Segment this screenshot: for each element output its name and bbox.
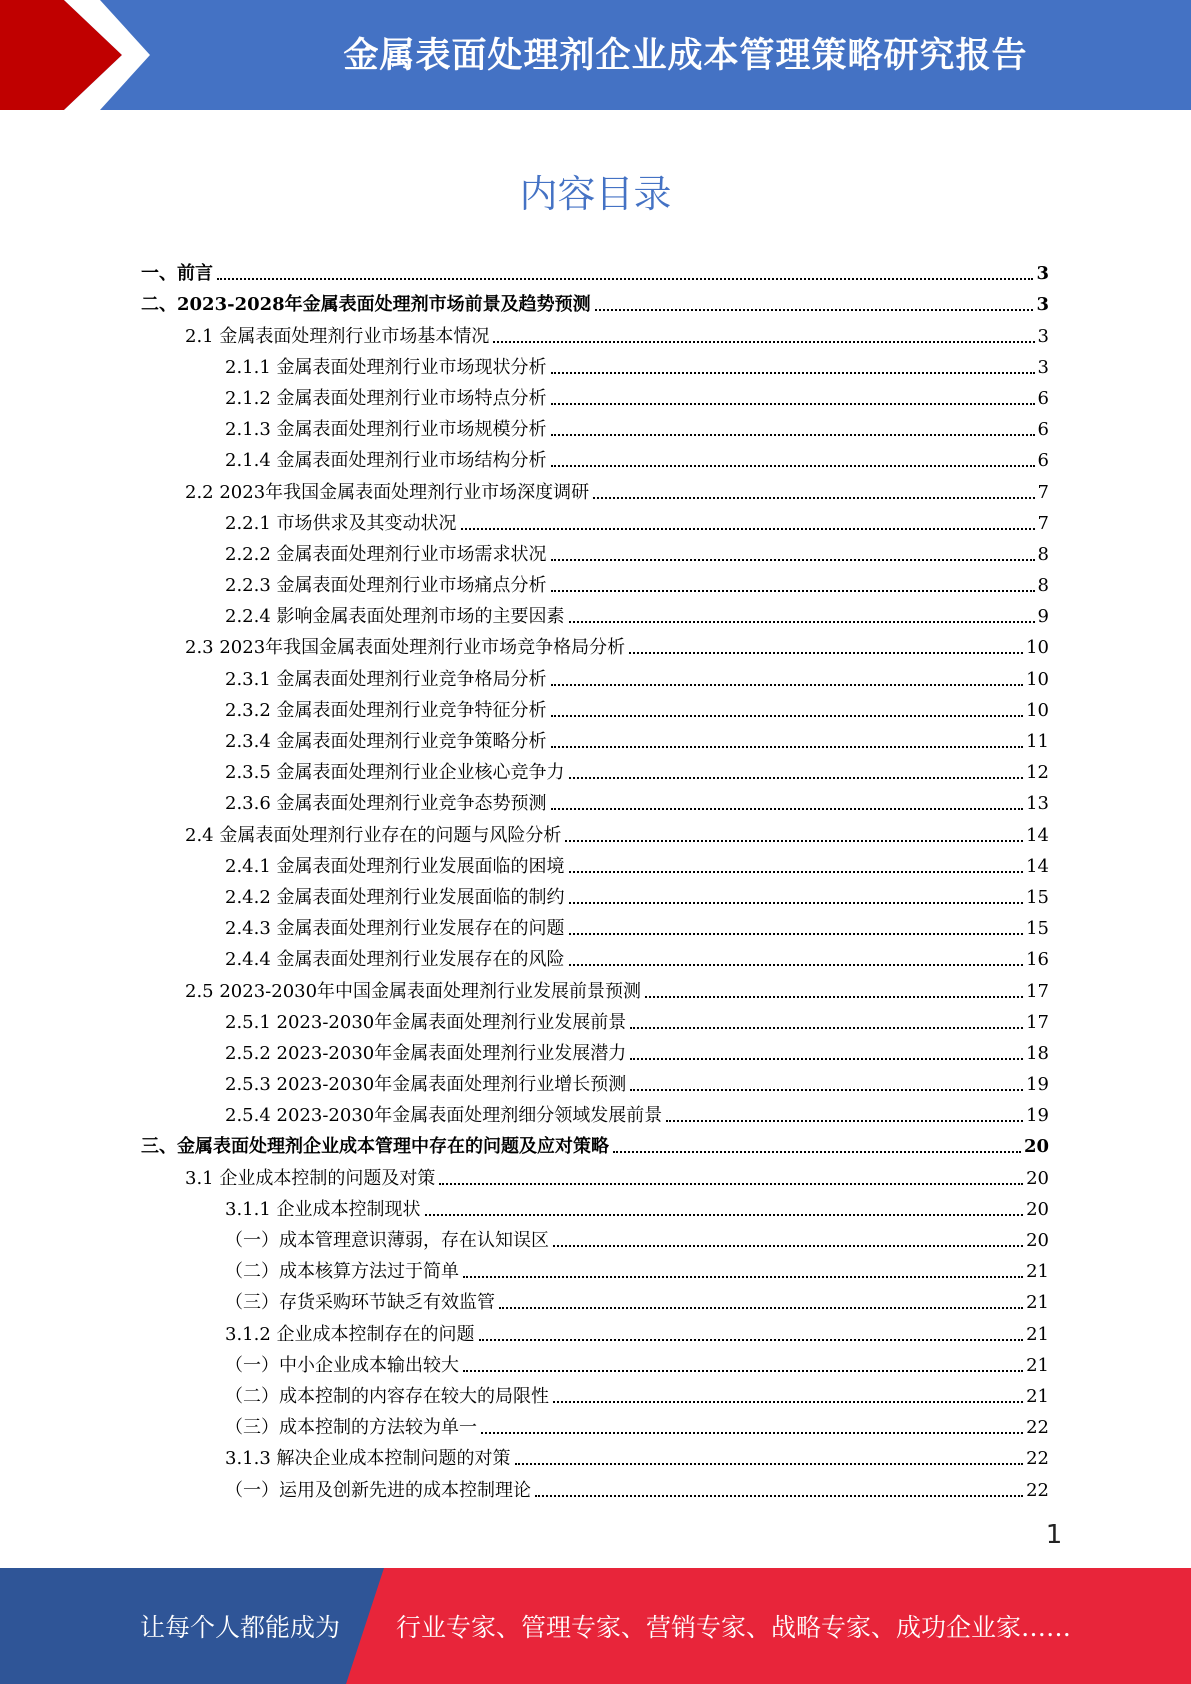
toc-dot-leader (463, 1276, 1023, 1278)
toc-dot-leader (593, 497, 1034, 499)
toc-entry[interactable] (141, 1251, 1049, 1282)
toc-entry-page: 21 (1026, 1261, 1049, 1283)
toc-dot-leader (551, 403, 1035, 405)
toc-entry-page: 22 (1026, 1417, 1049, 1439)
toc-entry-page: 10 (1026, 699, 1049, 721)
toc-dot-leader (630, 1027, 1023, 1029)
toc-entry-title: 2.3 2023年我国金属表面处理剂行业市场竞争格局分析 (185, 637, 626, 659)
toc-entry[interactable] (141, 1376, 1049, 1407)
toc-entry-page: 8 (1037, 543, 1049, 565)
footer-slogan-left: 让每个人都能成为 (140, 1613, 341, 1642)
toc-dot-leader (630, 1089, 1023, 1091)
toc-dot-leader (569, 871, 1024, 873)
toc-entry-page: 14 (1026, 855, 1049, 877)
toc-entry-page: 7 (1037, 481, 1049, 503)
toc-entry[interactable] (141, 1189, 1049, 1220)
toc-entry-page: 20 (1026, 1167, 1049, 1189)
toc-entry[interactable] (141, 284, 1049, 315)
toc-entry[interactable] (141, 471, 1049, 502)
toc-entry[interactable] (141, 1157, 1049, 1188)
toc-entry-title: 3.1.1 企业成本控制现状 (225, 1198, 421, 1220)
toc-entry-title: 2.4.1 金属表面处理剂行业发展面临的困境 (225, 855, 565, 877)
toc-dot-leader (439, 1183, 1023, 1185)
toc-dot-leader (569, 621, 1035, 623)
toc-entry[interactable] (141, 596, 1049, 627)
toc-dot-leader (479, 1339, 1024, 1341)
toc-dot-leader (481, 1432, 1023, 1434)
toc-dot-leader (425, 1214, 1024, 1216)
toc-entry-page: 20 (1023, 1136, 1049, 1158)
toc-entry-title: 2.2.4 影响金属表面处理剂市场的主要因素 (225, 606, 565, 628)
toc-entry-title: 2.3.6 金属表面处理剂行业竞争态势预测 (225, 793, 547, 815)
toc-entry-title: 2.4.2 金属表面处理剂行业发展面临的制约 (225, 886, 565, 908)
toc-entry[interactable] (141, 440, 1049, 471)
table-of-contents (141, 253, 1049, 1501)
toc-dot-leader (569, 902, 1024, 904)
toc-dot-leader (535, 1495, 1023, 1497)
toc-entry-page: 6 (1037, 387, 1049, 409)
header-banner (0, 0, 1191, 110)
toc-entry[interactable] (141, 347, 1049, 378)
toc-dot-leader (595, 309, 1034, 311)
toc-entry-title: 3.1.3 解决企业成本控制问题的对策 (225, 1448, 511, 1470)
toc-entry-page: 21 (1026, 1323, 1049, 1345)
toc-entry-page: 6 (1037, 419, 1049, 441)
toc-entry-title: 2.1.3 金属表面处理剂行业市场规模分析 (225, 419, 547, 441)
toc-entry-page: 14 (1026, 824, 1049, 846)
toc-entry-title: 2.3.2 金属表面处理剂行业竞争特征分析 (225, 699, 547, 721)
toc-entry-title: 2.5.1 2023-2030年金属表面处理剂行业发展前景 (225, 1011, 627, 1033)
toc-entry-title: （一）成本管理意识薄弱，存在认知误区 (225, 1230, 549, 1251)
toc-entry-title: 三、金属表面处理剂企业成本管理中存在的问题及应对策略 (141, 1136, 609, 1158)
toc-entry-title: 2.1.4 金属表面处理剂行业市场结构分析 (225, 450, 547, 472)
toc-entry-page: 10 (1026, 637, 1049, 659)
toc-entry[interactable] (141, 658, 1049, 689)
toc-entry-page: 3 (1036, 294, 1049, 316)
toc-dot-leader (551, 465, 1035, 467)
toc-dot-leader (645, 996, 1023, 998)
toc-entry-title: 2.5 2023-2030年中国金属表面处理剂行业发展前景预测 (185, 980, 642, 1002)
toc-entry-page: 3 (1036, 263, 1049, 285)
toc-entry[interactable] (141, 1469, 1049, 1500)
toc-entry-title: 2.5.3 2023-2030年金属表面处理剂行业增长预测 (225, 1074, 627, 1096)
toc-entry[interactable] (141, 565, 1049, 596)
toc-entry[interactable] (141, 1282, 1049, 1313)
toc-entry[interactable] (141, 534, 1049, 565)
toc-heading: 内容目录 (519, 172, 672, 216)
toc-entry[interactable] (141, 783, 1049, 814)
toc-entry-page: 22 (1026, 1448, 1049, 1470)
toc-entry-title: 2.5.2 2023-2030年金属表面处理剂行业发展潜力 (225, 1042, 627, 1064)
toc-entry[interactable] (141, 409, 1049, 440)
toc-entry-title: 2.1 金属表面处理剂行业市场基本情况 (185, 325, 490, 347)
toc-entry[interactable] (141, 908, 1049, 939)
toc-entry-page: 20 (1026, 1198, 1049, 1220)
toc-entry[interactable] (141, 503, 1049, 534)
toc-entry[interactable] (141, 1033, 1049, 1064)
toc-entry-title: 2.1.1 金属表面处理剂行业市场现状分析 (225, 356, 547, 378)
toc-entry-title: 2.3.1 金属表面处理剂行业竞争格局分析 (225, 668, 547, 690)
toc-entry[interactable] (141, 1126, 1049, 1157)
toc-dot-leader (217, 278, 1033, 280)
toc-dot-leader (551, 808, 1024, 810)
toc-dot-leader (613, 1151, 1021, 1153)
toc-entry-page: 15 (1026, 918, 1049, 940)
toc-entry[interactable] (141, 939, 1049, 970)
toc-dot-leader (551, 590, 1035, 592)
toc-entry-title: 一、前言 (141, 263, 213, 285)
toc-entry[interactable] (141, 627, 1049, 658)
toc-entry-page: 22 (1026, 1479, 1049, 1501)
toc-entry-title: 2.4.3 金属表面处理剂行业发展存在的问题 (225, 918, 565, 940)
toc-entry[interactable] (141, 1407, 1049, 1438)
toc-entry-page: 13 (1026, 793, 1049, 815)
toc-entry-title: 2.2.3 金属表面处理剂行业市场痛点分析 (225, 575, 547, 597)
toc-dot-leader (551, 746, 1024, 748)
toc-dot-leader (551, 559, 1035, 561)
toc-entry-title: （三）成本控制的方法较为单一 (225, 1417, 477, 1439)
toc-entry[interactable] (141, 877, 1049, 908)
toc-entry[interactable] (141, 970, 1049, 1001)
toc-entry[interactable] (141, 846, 1049, 877)
toc-dot-leader (565, 840, 1023, 842)
toc-entry[interactable] (141, 1220, 1049, 1251)
footer-banner (0, 1568, 1191, 1684)
report-title: 金属表面处理剂企业成本管理策略研究报告 (343, 36, 1028, 76)
toc-dot-leader (493, 341, 1034, 343)
toc-entry[interactable] (141, 752, 1049, 783)
toc-dot-leader (629, 652, 1023, 654)
toc-entry[interactable] (141, 1002, 1049, 1033)
toc-entry-page: 19 (1026, 1105, 1049, 1127)
footer-slogan-right: 行业专家、管理专家、营销专家、战略专家、成功企业家…… (396, 1613, 1072, 1642)
toc-entry-title: 2.4.4 金属表面处理剂行业发展存在的风险 (225, 949, 565, 971)
toc-dot-leader (551, 372, 1035, 374)
toc-entry-title: （一）中小企业成本输出较大 (225, 1354, 459, 1376)
toc-entry-title: 2.2.1 市场供求及其变动状况 (225, 512, 457, 534)
toc-entry[interactable] (141, 1345, 1049, 1376)
toc-dot-leader (515, 1463, 1024, 1465)
toc-entry[interactable] (141, 315, 1049, 346)
toc-entry-title: 2.2 2023年我国金属表面处理剂行业市场深度调研 (185, 481, 590, 503)
toc-entry-title: （二）成本控制的内容存在较大的局限性 (225, 1385, 549, 1407)
toc-entry-title: （一）运用及创新先进的成本控制理论 (225, 1479, 531, 1501)
toc-entry-page: 16 (1026, 949, 1049, 971)
toc-entry[interactable] (141, 1438, 1049, 1469)
toc-entry-title: 2.2.2 金属表面处理剂行业市场需求状况 (225, 543, 547, 565)
toc-entry[interactable] (141, 253, 1049, 284)
toc-dot-leader (551, 684, 1024, 686)
toc-entry-page: 17 (1026, 1011, 1049, 1033)
toc-entry[interactable] (141, 814, 1049, 845)
toc-dot-leader (666, 1120, 1023, 1122)
toc-entry-title: 2.3.4 金属表面处理剂行业竞争策略分析 (225, 731, 547, 752)
toc-entry-page: 9 (1037, 606, 1049, 628)
toc-dot-leader (553, 1401, 1023, 1403)
toc-entry-page: 12 (1026, 762, 1049, 784)
toc-entry[interactable] (141, 1095, 1049, 1126)
toc-entry-page: 15 (1026, 886, 1049, 908)
toc-entry-title: 3.1.2 企业成本控制存在的问题 (225, 1323, 475, 1345)
toc-entry-title: 3.1 企业成本控制的问题及对策 (185, 1167, 436, 1189)
toc-entry-title: 2.5.4 2023-2030年金属表面处理剂细分领域发展前景 (225, 1105, 663, 1127)
toc-dot-leader (551, 715, 1024, 717)
toc-entry-title: （三）存货采购环节缺乏有效监管 (225, 1292, 495, 1314)
toc-dot-leader (463, 1370, 1023, 1372)
toc-entry-title: （二）成本核算方法过于简单 (225, 1261, 459, 1283)
toc-dot-leader (569, 964, 1024, 966)
toc-dot-leader (461, 528, 1035, 530)
toc-entry-page: 3 (1037, 356, 1049, 378)
toc-entry[interactable] (141, 1064, 1049, 1095)
toc-entry-page: 7 (1037, 512, 1049, 534)
toc-entry-page: 21 (1026, 1354, 1049, 1376)
toc-entry[interactable] (141, 690, 1049, 721)
toc-dot-leader (569, 777, 1024, 779)
toc-entry[interactable] (141, 721, 1049, 752)
toc-entry-page: 18 (1026, 1042, 1049, 1064)
toc-entry-page: 20 (1026, 1230, 1049, 1251)
toc-entry-title: 二、2023-2028年金属表面处理剂市场前景及趋势预测 (141, 294, 591, 316)
toc-entry-page: 21 (1026, 1292, 1049, 1314)
toc-entry-title: 2.3.5 金属表面处理剂行业企业核心竞争力 (225, 762, 565, 784)
toc-entry-page: 3 (1037, 325, 1049, 347)
toc-dot-leader (569, 933, 1024, 935)
toc-dot-leader (551, 434, 1035, 436)
toc-entry-title: 2.1.2 金属表面处理剂行业市场特点分析 (225, 387, 547, 409)
toc-dot-leader (630, 1058, 1023, 1060)
toc-entry-page: 21 (1026, 1385, 1049, 1407)
toc-entry-page: 10 (1026, 668, 1049, 690)
toc-entry[interactable] (141, 378, 1049, 409)
toc-entry-page: 17 (1026, 980, 1049, 1002)
toc-dot-leader (553, 1245, 1023, 1247)
toc-entry-page: 6 (1037, 450, 1049, 472)
toc-entry-page: 8 (1037, 575, 1049, 597)
toc-entry[interactable] (141, 1313, 1049, 1344)
page-number: 1 (1045, 1520, 1063, 1550)
toc-entry-page: 11 (1026, 731, 1049, 752)
toc-entry-title: 2.4 金属表面处理剂行业存在的问题与风险分析 (185, 824, 562, 846)
toc-dot-leader (499, 1307, 1023, 1309)
toc-entry-page: 19 (1026, 1074, 1049, 1096)
